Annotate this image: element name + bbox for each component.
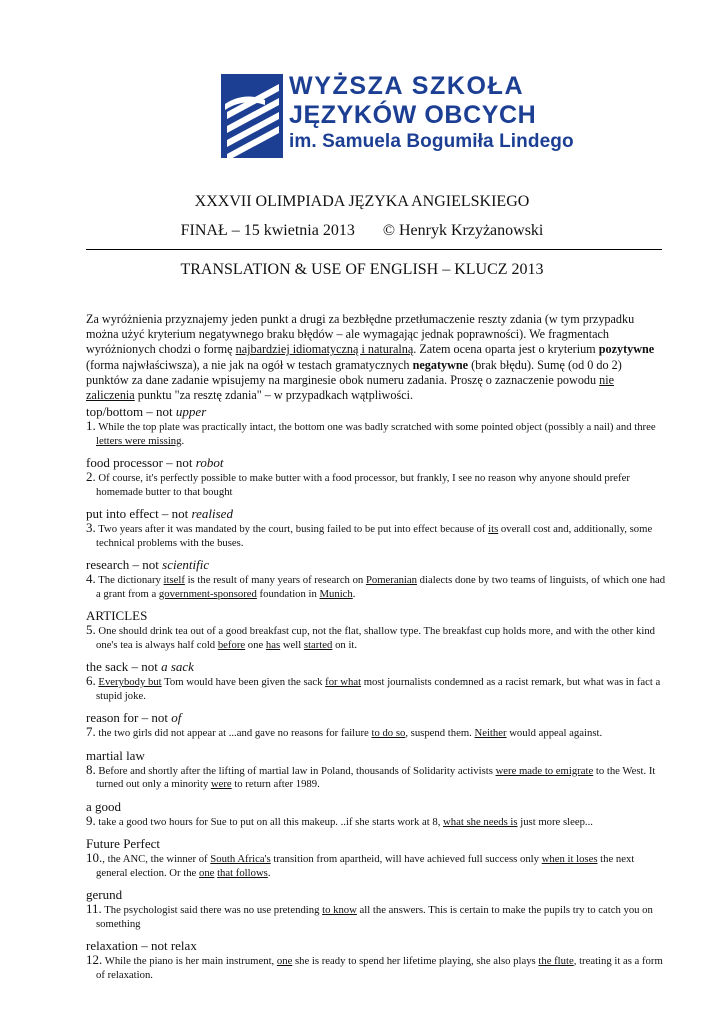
key-phrase: put into effect – not xyxy=(86,506,192,521)
stairs-logo-icon xyxy=(221,74,283,158)
item-number: 8. xyxy=(86,761,96,777)
item-number: 10. xyxy=(86,850,103,865)
section-title: TRANSLATION & USE OF ENGLISH – KLUCZ 2013 xyxy=(180,261,544,278)
example-sentence xyxy=(86,814,666,830)
answer-key-item xyxy=(86,659,666,703)
sentence-text: to return after 1989. xyxy=(231,778,320,790)
example-sentence xyxy=(86,851,666,880)
sentence-text: would appeal against. xyxy=(506,727,603,739)
key-phrase: a good xyxy=(86,798,122,814)
sentence-text: to the West. It turned out only a minority xyxy=(96,764,656,790)
item-number: 2. xyxy=(86,469,96,484)
answer-key-list xyxy=(86,404,666,989)
copyright-author: © Henryk Krzyżanowski xyxy=(382,222,544,239)
key-heading xyxy=(86,557,666,572)
answer-key-item xyxy=(86,799,666,830)
underlined-answer: Neither xyxy=(474,727,507,739)
key-wrong-form: realised xyxy=(191,506,233,521)
intro-emphasis: nie zaliczenia xyxy=(86,372,615,403)
sentence-text: While the top plate was practically intact, the bottom one was badly scratched with some pointed object (possibly a nail) and three xyxy=(95,421,656,433)
intro-text: punktu "za resztę zdania" – w przypadkach wątpliwości. xyxy=(134,388,414,403)
sentence-text: Before and shortly after the lifting of martial law in Poland, thousands of Solidarity activists xyxy=(95,764,496,777)
sentence-text: One should drink tea out of a good breakfast cup, not the flat, shallow type. The breakfast cup holds more, and with the other kind one's tea is always half cold xyxy=(95,625,656,651)
answer-key-item xyxy=(86,608,666,652)
key-heading xyxy=(86,455,666,470)
underlined-answer: government-sponsored xyxy=(158,587,257,600)
header-divider xyxy=(86,249,662,250)
item-number: 6. xyxy=(86,673,96,688)
key-phrase: reason for – not xyxy=(86,710,172,725)
sentence-text: dialects done by two teams of linguists, of which one had a grant from a xyxy=(96,574,666,600)
olympiad-title: XXXVII OLIMPIADA JĘZYKA ANGIELSKIEGO xyxy=(194,193,530,210)
underlined-answer: when it loses xyxy=(541,853,598,865)
sentence-text: all the answers. This is certain to make the pupils try to catch you on something xyxy=(96,904,653,930)
example-sentence xyxy=(86,902,666,931)
key-phrase: relaxation – not relax xyxy=(86,938,197,953)
sentence-text: , treating it as a form of relaxation. xyxy=(96,955,663,981)
key-phrase: Future Perfect xyxy=(86,836,161,851)
sentence-text: she is ready to spend her lifetime playing, she also plays xyxy=(292,955,539,967)
logo-line-1: WYŻSZA SZKOŁA xyxy=(289,72,525,100)
example-sentence xyxy=(86,674,666,703)
sentence-text: . xyxy=(267,866,271,879)
answer-key-item xyxy=(86,836,666,880)
sentence-text: well xyxy=(280,638,304,651)
answer-key-item xyxy=(86,455,666,499)
sentence-text: Tom would have been given the sack xyxy=(161,676,326,688)
item-number: 11. xyxy=(86,901,102,916)
underlined-answer: that follows xyxy=(217,866,268,879)
example-sentence xyxy=(86,725,666,741)
example-sentence xyxy=(86,419,666,448)
sentence-text: the next general election. Or the xyxy=(96,853,635,879)
key-wrong-form: robot xyxy=(195,455,224,470)
answer-key-item xyxy=(86,710,666,741)
sentence-text: most journalists condemned as a racist remark, but what was in fact a stupid joke. xyxy=(96,676,661,702)
intro-text: (brak błędu). Sumę (od 0 do 2) punktów za dane zadanie wpisujemy na marginesie obok numeru zadania. Proszę o zaznaczenie powodu xyxy=(86,357,622,387)
sentence-text: . xyxy=(181,434,185,447)
underlined-answer: Everybody but xyxy=(98,676,162,688)
logo-line-2: JĘZYKÓW OBCYCH xyxy=(289,101,537,129)
item-number: 7. xyxy=(86,724,96,739)
key-heading xyxy=(86,659,666,674)
intro-text: . Zatem ocena oparta jest o kryterium xyxy=(413,342,599,357)
key-wrong-form: of xyxy=(171,710,182,725)
underlined-answer: started xyxy=(303,638,333,651)
sentence-text: take a good two hours for Sue to put on all this makeup. ..if she starts work at 8, xyxy=(95,815,444,828)
underlined-answer: one xyxy=(276,955,293,967)
underlined-answer: Pomeranian xyxy=(365,574,417,586)
key-phrase: martial law xyxy=(86,747,145,763)
underlined-answer: its xyxy=(488,523,499,535)
example-sentence xyxy=(86,572,666,601)
answer-key-item xyxy=(86,938,666,982)
sentence-text: . xyxy=(352,587,356,600)
school-logo xyxy=(221,72,574,162)
intro-emphasis: najbardziej idiomatyczną i naturalną xyxy=(235,342,414,357)
answer-key-item xyxy=(86,748,666,792)
example-sentence xyxy=(86,521,666,550)
example-sentence xyxy=(86,623,666,652)
item-number: 9. xyxy=(86,812,96,828)
underlined-answer: what she needs is xyxy=(443,815,518,828)
underlined-answer: for what xyxy=(325,676,362,688)
underlined-answer: Munich xyxy=(319,587,353,600)
intro-bold: pozytywne xyxy=(598,342,655,357)
key-phrase: research – not xyxy=(86,557,163,572)
key-heading xyxy=(86,938,666,953)
sentence-text: Two years after it was mandated by the court, busing failed to be put into effect because of xyxy=(95,523,489,535)
sentence-text: the two girls did not appear at ...and gave no reasons for failure xyxy=(95,727,372,739)
answer-key-item xyxy=(86,887,666,931)
underlined-answer: the flute xyxy=(538,955,574,967)
key-phrase: ARTICLES xyxy=(86,608,148,623)
key-phrase: food processor – not xyxy=(86,455,196,470)
key-heading xyxy=(86,799,666,814)
underlined-answer: to do so xyxy=(371,727,406,739)
key-heading xyxy=(86,836,666,851)
key-heading xyxy=(86,608,666,623)
sentence-text: While the piano is her main instrument, xyxy=(102,955,277,967)
sentence-text: overall cost and, additionally, some technical problems with the buses. xyxy=(96,523,653,549)
underlined-answer: to know xyxy=(322,904,357,916)
underlined-answer: were made to emigrate xyxy=(495,764,594,777)
final-date-line xyxy=(0,222,724,240)
key-heading xyxy=(86,506,666,521)
sentence-text: one xyxy=(245,638,266,651)
answer-key-item xyxy=(86,404,666,448)
sentence-text: foundation in xyxy=(256,587,320,600)
example-sentence xyxy=(86,470,666,499)
sentence-text: The psychologist said there was no use pretending xyxy=(101,904,323,916)
item-number: 4. xyxy=(86,571,96,586)
sentence-text: on it. xyxy=(332,638,358,651)
underlined-answer: before xyxy=(217,638,246,651)
underlined-answer: one xyxy=(198,866,215,879)
key-phrase: top/bottom – not xyxy=(86,404,176,419)
item-number: 5. xyxy=(86,622,96,637)
key-wrong-form: scientific xyxy=(162,557,210,572)
key-phrase: the sack – not xyxy=(86,659,162,674)
intro-text: (forma najwłaściwsza), a nie jak na ogół w testach gramatycznych xyxy=(86,357,413,372)
sentence-text: Of course, it's perfectly possible to make butter with a food processor, but frankly, I see no reason why anyone should prefer homemade butter to that bought xyxy=(95,472,630,498)
sentence-text: just more sleep... xyxy=(517,815,593,828)
key-heading xyxy=(86,710,666,725)
key-heading xyxy=(86,404,666,419)
example-sentence xyxy=(86,953,666,982)
intro-text: Za wyróżnienia przyznajemy jeden punkt a drugi za bezbłędne przetłumaczenie reszty zdania (w tym przypadku można użyć kryterium negatywnego braku błędów – ale wymagając jednak poprawności). We fragmentach wyróżnionych chodzi o formę xyxy=(86,312,635,357)
key-heading xyxy=(86,887,666,902)
logo-line-3: im. Samuela Bogumiła Lindego xyxy=(289,131,574,152)
key-phrase: gerund xyxy=(86,887,123,902)
answer-key-item xyxy=(86,506,666,550)
final-date: FINAŁ – 15 kwietnia 2013 xyxy=(180,222,355,239)
grading-instructions xyxy=(86,312,664,403)
item-number: 1. xyxy=(86,418,96,433)
underlined-answer: letters were missing xyxy=(96,434,182,447)
answer-key-item xyxy=(86,557,666,601)
key-wrong-form: upper xyxy=(175,404,207,419)
underlined-answer: itself xyxy=(163,574,185,586)
underlined-answer: South Africa's xyxy=(210,853,271,865)
sentence-text: is the result of many years of research on xyxy=(184,574,366,586)
underlined-answer: were xyxy=(210,778,232,790)
key-heading xyxy=(86,748,666,763)
sentence-text: , suspend them. xyxy=(405,727,475,739)
example-sentence xyxy=(86,763,666,792)
intro-bold: negatywne xyxy=(412,357,469,372)
key-wrong-form: a sack xyxy=(161,659,194,674)
sentence-text: transition from apartheid, will have achieved full success only xyxy=(270,853,542,865)
item-number: 3. xyxy=(86,520,96,535)
sentence-text: , the ANC, the winner of xyxy=(102,853,211,865)
underlined-answer: has xyxy=(265,638,281,651)
sentence-text: The dictionary xyxy=(95,574,164,586)
item-number: 12. xyxy=(86,952,103,967)
